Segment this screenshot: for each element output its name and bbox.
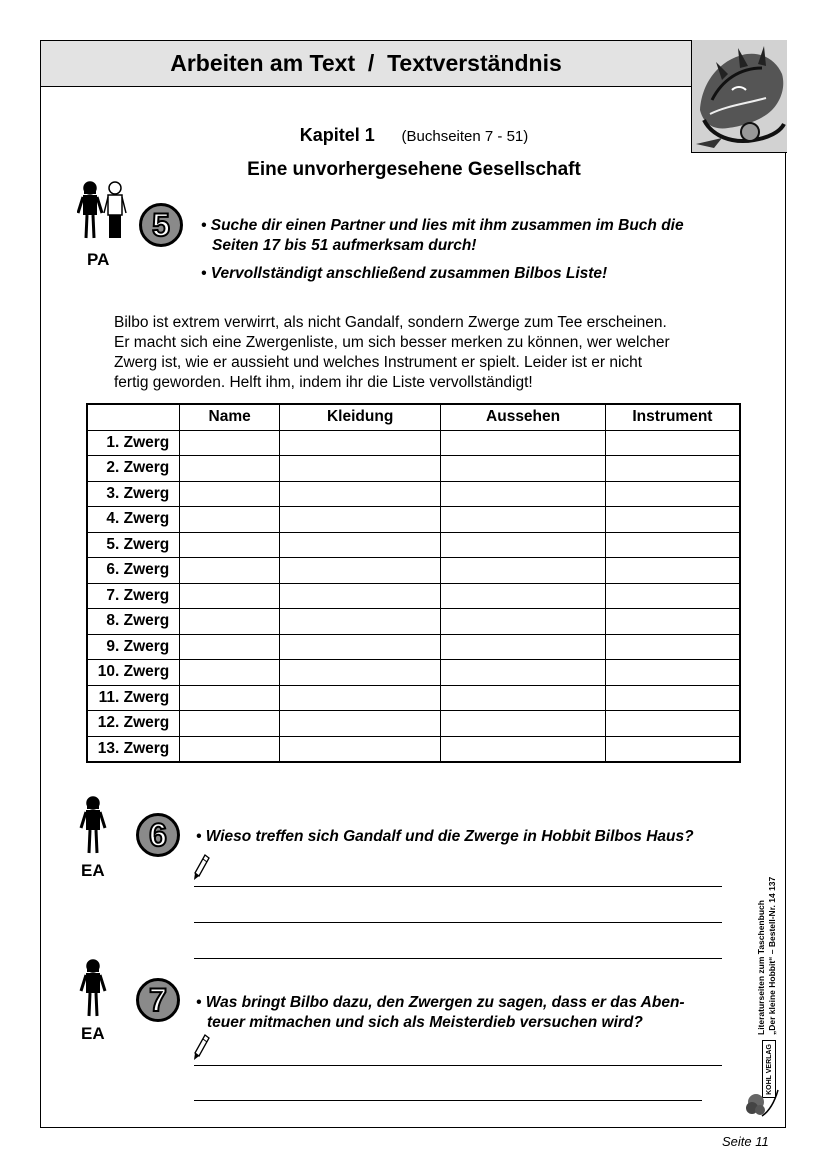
table-cell-name[interactable] — [180, 634, 280, 660]
row-label: 7. Zwerg — [87, 583, 180, 609]
table-cell-kleidung[interactable] — [279, 507, 440, 533]
table-row — [87, 609, 740, 635]
task5-instructions — [201, 216, 741, 284]
table-cell-kleidung[interactable] — [279, 634, 440, 660]
table-cell-aussehen[interactable] — [441, 456, 605, 482]
table-cell-name[interactable] — [180, 430, 280, 456]
task6-number-badge — [136, 813, 180, 857]
pair-work-figures-icon — [77, 180, 129, 242]
table-cell-aussehen[interactable] — [441, 430, 605, 456]
table-header-name: Name — [180, 404, 280, 430]
publisher-name: KOHL VERLAG — [765, 1043, 773, 1095]
pencil-icon — [193, 1033, 211, 1061]
chapter-label: Kapitel 1 — [299, 125, 375, 145]
chapter-heading — [41, 125, 787, 146]
table-row — [87, 583, 740, 609]
table-cell-aussehen[interactable] — [441, 685, 605, 711]
row-label: 13. Zwerg — [87, 736, 180, 762]
table-cell-aussehen[interactable] — [441, 583, 605, 609]
task5-number-badge — [139, 203, 183, 247]
chapter-pages: (Buchseiten 7 - 51) — [401, 128, 529, 145]
table-cell-kleidung[interactable] — [279, 685, 440, 711]
table-cell-aussehen[interactable] — [441, 609, 605, 635]
page-title: Arbeiten am Text / Textverständnis — [170, 50, 562, 76]
row-label: 12. Zwerg — [87, 711, 180, 737]
table-cell-name[interactable] — [180, 685, 280, 711]
task7-number-badge — [136, 978, 180, 1022]
table-cell-aussehen[interactable] — [441, 481, 605, 507]
task6-mode-label: EA — [81, 861, 105, 880]
row-label: 9. Zwerg — [87, 634, 180, 660]
table-cell-aussehen[interactable] — [441, 558, 605, 584]
table-cell-name[interactable] — [180, 609, 280, 635]
table-header-row — [87, 404, 740, 430]
table-cell-name[interactable] — [180, 456, 280, 482]
answer-line[interactable] — [194, 922, 722, 923]
table-cell-instrument[interactable] — [605, 609, 740, 635]
table-cell-kleidung[interactable] — [279, 430, 440, 456]
row-label: 3. Zwerg — [87, 481, 180, 507]
table-cell-name[interactable] — [180, 507, 280, 533]
dwarf-list-table — [86, 403, 741, 763]
header-bar — [41, 41, 691, 87]
intro-line: Er macht sich eine Zwergenliste, um sich besser merken zu können, wer welcher — [114, 334, 670, 351]
table-cell-kleidung[interactable] — [279, 481, 440, 507]
task7-mode-label: EA — [81, 1024, 105, 1043]
table-cell-instrument[interactable] — [605, 736, 740, 762]
row-label: 11. Zwerg — [87, 685, 180, 711]
table-row — [87, 685, 740, 711]
task7-number: 7 — [149, 982, 167, 1018]
single-work-figure-icon — [79, 795, 107, 857]
row-label: 8. Zwerg — [87, 609, 180, 635]
order-info-line-1: Literaturseiten zum Taschenbuch — [756, 900, 766, 1035]
table-header-kleidung: Kleidung — [279, 404, 440, 430]
table-row — [87, 456, 740, 482]
table-cell-aussehen[interactable] — [441, 634, 605, 660]
table-cell-name[interactable] — [180, 583, 280, 609]
table-row — [87, 430, 740, 456]
task5-number: 5 — [152, 207, 170, 243]
table-header-instrument: Instrument — [605, 404, 740, 430]
row-label: 6. Zwerg — [87, 558, 180, 584]
table-row — [87, 507, 740, 533]
row-label: 10. Zwerg — [87, 660, 180, 686]
table-row — [87, 532, 740, 558]
intro-line: fertig geworden. Helft ihm, indem ihr die Liste vervollständigt! — [114, 374, 533, 391]
table-header-empty — [87, 404, 180, 430]
table-header-aussehen: Aussehen — [441, 404, 605, 430]
order-info-text — [756, 835, 778, 1035]
task5-mode-label: PA — [87, 250, 110, 269]
table-cell-name[interactable] — [180, 711, 280, 737]
table-cell-aussehen[interactable] — [441, 711, 605, 737]
row-label: 5. Zwerg — [87, 532, 180, 558]
table-cell-instrument[interactable] — [605, 685, 740, 711]
table-row — [87, 481, 740, 507]
table-cell-instrument[interactable] — [605, 532, 740, 558]
answer-line[interactable] — [194, 1100, 702, 1101]
table-cell-instrument[interactable] — [605, 583, 740, 609]
table-cell-kleidung[interactable] — [279, 736, 440, 762]
task5-bullet-1: • Suche dir einen Partner und lies mit ihm zusammen im Buch die — [201, 217, 684, 234]
table-cell-name[interactable] — [180, 660, 280, 686]
table-cell-kleidung[interactable] — [279, 558, 440, 584]
table-cell-kleidung[interactable] — [279, 456, 440, 482]
table-cell-instrument[interactable] — [605, 634, 740, 660]
table-cell-kleidung[interactable] — [279, 532, 440, 558]
table-row — [87, 736, 740, 762]
table-row — [87, 660, 740, 686]
table-cell-instrument[interactable] — [605, 430, 740, 456]
table-cell-instrument[interactable] — [605, 507, 740, 533]
table-cell-name[interactable] — [180, 532, 280, 558]
table-cell-kleidung[interactable] — [279, 660, 440, 686]
pencil-icon — [193, 853, 211, 881]
answer-line[interactable] — [194, 1065, 722, 1066]
page-number: Seite 11 — [722, 1134, 769, 1149]
task7-question-line-2: teuer mitmachen und sich als Meisterdieb versuchen wird? — [207, 1014, 643, 1031]
row-label: 1. Zwerg — [87, 430, 180, 456]
table-cell-name[interactable] — [180, 558, 280, 584]
table-cell-instrument[interactable] — [605, 456, 740, 482]
table-row — [87, 711, 740, 737]
table-cell-aussehen[interactable] — [441, 660, 605, 686]
order-info-sidebar — [756, 835, 786, 1035]
task6-question: • Wieso treffen sich Gandalf und die Zwerge in Hobbit Bilbos Haus? — [196, 828, 694, 845]
intro-line: Zwerg ist, wie er aussieht und welches Instrument er spielt. Leider ist er nicht — [114, 354, 643, 371]
table-cell-aussehen[interactable] — [441, 532, 605, 558]
task5-bullet-2: • Vervollständigt anschließend zusammen Bilbos Liste! — [201, 265, 608, 282]
chapter-title: Eine unvorhergesehene Gesellschaft — [247, 159, 581, 180]
task5-bullet-1-cont: Seiten 17 bis 51 aufmerksam durch! — [212, 237, 477, 254]
row-label: 2. Zwerg — [87, 456, 180, 482]
table-cell-aussehen[interactable] — [441, 736, 605, 762]
row-label: 4. Zwerg — [87, 507, 180, 533]
table-row — [87, 558, 740, 584]
table-cell-instrument[interactable] — [605, 481, 740, 507]
table-body — [87, 430, 740, 762]
order-info-line-2: „Der kleine Hobbit“ – Bestell-Nr. 14 137 — [767, 876, 777, 1035]
table-cell-instrument[interactable] — [605, 558, 740, 584]
worksheet-frame — [40, 40, 786, 1128]
table-cell-kleidung[interactable] — [279, 583, 440, 609]
table-cell-instrument[interactable] — [605, 711, 740, 737]
table-cell-aussehen[interactable] — [441, 507, 605, 533]
task7-question — [196, 993, 756, 1033]
publisher-tree-icon — [744, 1088, 780, 1118]
answer-line[interactable] — [194, 886, 722, 887]
table-cell-kleidung[interactable] — [279, 711, 440, 737]
single-work-figure-icon — [79, 958, 107, 1020]
table-row — [87, 634, 740, 660]
table-cell-name[interactable] — [180, 481, 280, 507]
task6-number: 6 — [149, 817, 167, 853]
answer-line[interactable] — [194, 958, 722, 959]
table-cell-instrument[interactable] — [605, 660, 740, 686]
table-cell-kleidung[interactable] — [279, 609, 440, 635]
table-cell-name[interactable] — [180, 736, 280, 762]
task5-intro-text — [114, 313, 724, 393]
intro-line: Bilbo ist extrem verwirrt, als nicht Gandalf, sondern Zwerge zum Tee erscheinen. — [114, 314, 667, 331]
task7-question-line-1: • Was bringt Bilbo dazu, den Zwergen zu sagen, dass er das Aben- — [196, 994, 685, 1011]
